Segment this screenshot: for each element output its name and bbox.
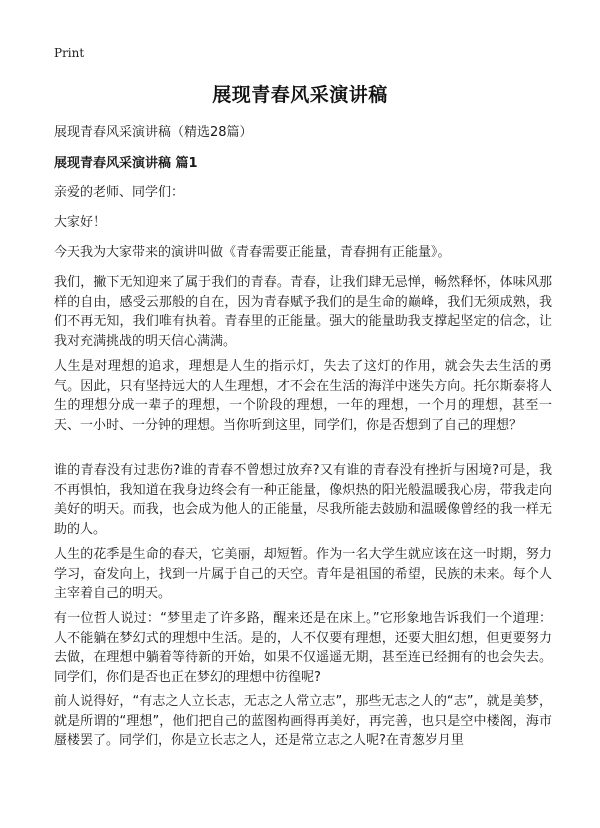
paragraph-greeting: 亲爱的老师、同学们：	[54, 185, 185, 200]
page-title: 展现青春风采演讲稿	[212, 84, 388, 106]
paragraph-hello: 大家好！	[54, 215, 107, 230]
paragraph-intro: 今天我为大家带来的演讲叫做《青春需要正能量，青春拥有正能量》。	[54, 245, 451, 260]
paragraph-body: 人生的花季是生命的春天，它美丽，却短暂。作为一名大学生就应该在这一时期，努力学习，奋发向上，找到一片属于自己的天空。青年是祖国的希望，民族的未来。每个人主宰着自己的明天。	[54, 547, 552, 601]
paragraph-body: 前人说得好，“有志之人立长志，无志之人常立志”，那些无志之人的“志”，就是美梦，就是所谓的“理想”，他们把自己的蓝图构画得再美好，再完善，也只是空中楼阁，海市蜃楼罢了。同学们，你是立长志之人，还是常立志之人呢?在青葱岁月里	[54, 694, 552, 748]
document-subtitle: 展现青春风采演讲稿（精选28篇）	[54, 125, 253, 140]
paragraph-body: 谁的青春没有过悲伤?谁的青春不曾想过放弃?又有谁的青春没有挫折与困境?可是，我不再惧怕，我知道在我身边终会有一种正能量，像炽热的阳光般温暖我心房，带我走向美好的明天。而我，也会成为他人的正能量，尽我所能去鼓励和温暖像曾经的我一样无助的人。	[54, 463, 552, 537]
paragraph-body: 有一位哲人说过：“梦里走了许多路，醒来还是在床上。”它形象地告诉我们一个道理：人不能躺在梦幻式的理想中生活。是的，人不仅要有理想，还要大胆幻想，但更要努力去做，在理想中躺着等待新的开始，如果不仅遥遥无期，甚至连已经拥有的也会失去。同学们，你们是否也正在梦幻的理想中彷徨呢?	[54, 611, 552, 685]
paragraph-body: 我们，撇下无知迎来了属于我们的青春。青春，让我们肆无忌惮，畅然释怀，体味风那样的自由，感受云那般的自在，因为青春赋予我们的是生命的巅峰，我们无须成熟，我们不再无知，我们唯有执着。青春里的正能量。强大的能量助我支撑起坚定的信念，让我对充满挑战的明天信心满满。	[54, 275, 552, 349]
paragraph-body: 人生是对理想的追求，理想是人生的指示灯，失去了这灯的作用，就会失去生活的勇气。因此，只有坚持远大的人生理想，才不会在生活的海洋中迷失方向。托尔斯泰将人生的理想分成一辈子的理想，一个阶段的理想，一年的理想，一个月的理想，甚至一天、一小时、一分钟的理想。当你听到这里，同学们，你是否想到了自己的理想？	[54, 359, 552, 433]
section-heading: 展现青春风采演讲稿 篇1	[54, 156, 198, 171]
print-link[interactable]: Print	[54, 46, 85, 60]
